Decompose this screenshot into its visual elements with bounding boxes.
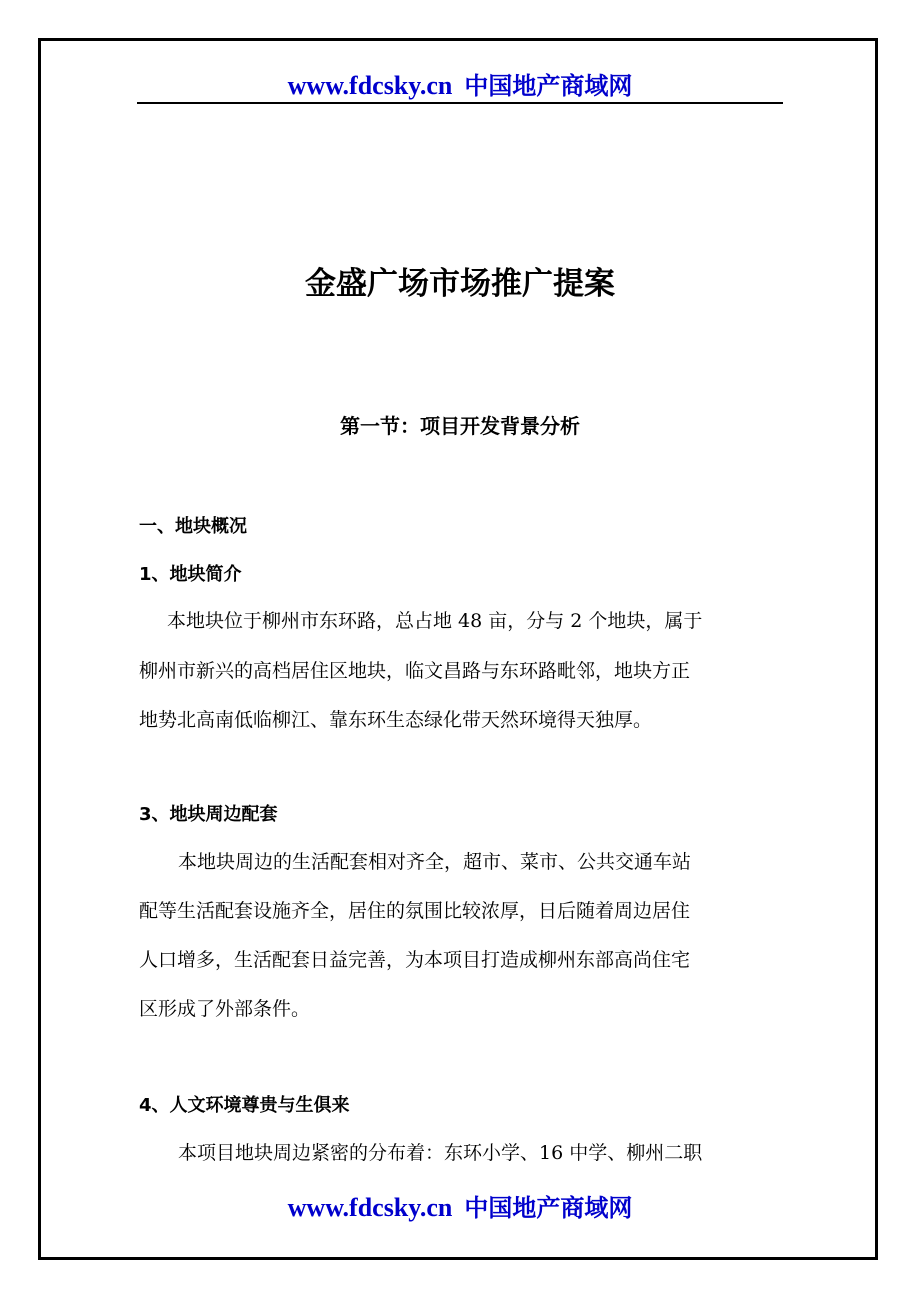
paragraph-line: 本地块位于柳州市东环路，总占地 48 亩，分与 2 个地块，属于	[167, 610, 703, 632]
document-title: 金盛广场市场推广提案	[305, 266, 615, 302]
footer-site-name: 中国地产商域网	[464, 1194, 633, 1222]
paragraph-line: 区形成了外部条件。	[139, 998, 311, 1020]
page-footer	[0, 1188, 920, 1223]
paragraph-line: 本地块周边的生活配套相对齐全，超市、菜市、公共交通车站	[178, 851, 692, 873]
header-rule	[137, 102, 783, 104]
section-title: 第一节：项目开发背景分析	[340, 414, 580, 438]
heading-land-overview: 一、地块概况	[139, 516, 247, 537]
header-site-link[interactable]: www.fdcsky.cn	[287, 71, 453, 100]
paragraph-line: 地势北高南低临柳江、靠东环生态绿化带天然环境得天独厚。	[139, 709, 653, 731]
paragraph-line: 人口增多，生活配套日益完善，为本项目打造成柳州东部高尚住宅	[139, 949, 691, 971]
paragraph-line: 本项目地块周边紧密的分布着：东环小学、16 中学、柳州二职	[178, 1142, 703, 1164]
page-border	[38, 38, 878, 1260]
heading-cultural-environment: 4、人文环境尊贵与生俱来	[139, 1095, 350, 1116]
paragraph-line: 柳州市新兴的高档居住区地块，临文昌路与东环路毗邻，地块方正	[139, 660, 691, 682]
heading-surrounding-facilities: 3、地块周边配套	[139, 804, 278, 825]
page-header	[0, 66, 920, 101]
heading-land-intro: 1、地块简介	[139, 564, 242, 585]
header-site-name: 中国地产商域网	[464, 72, 633, 100]
footer-site-link[interactable]: www.fdcsky.cn	[287, 1193, 453, 1222]
paragraph-line: 配等生活配套设施齐全，居住的氛围比较浓厚，日后随着周边居住	[139, 900, 691, 922]
